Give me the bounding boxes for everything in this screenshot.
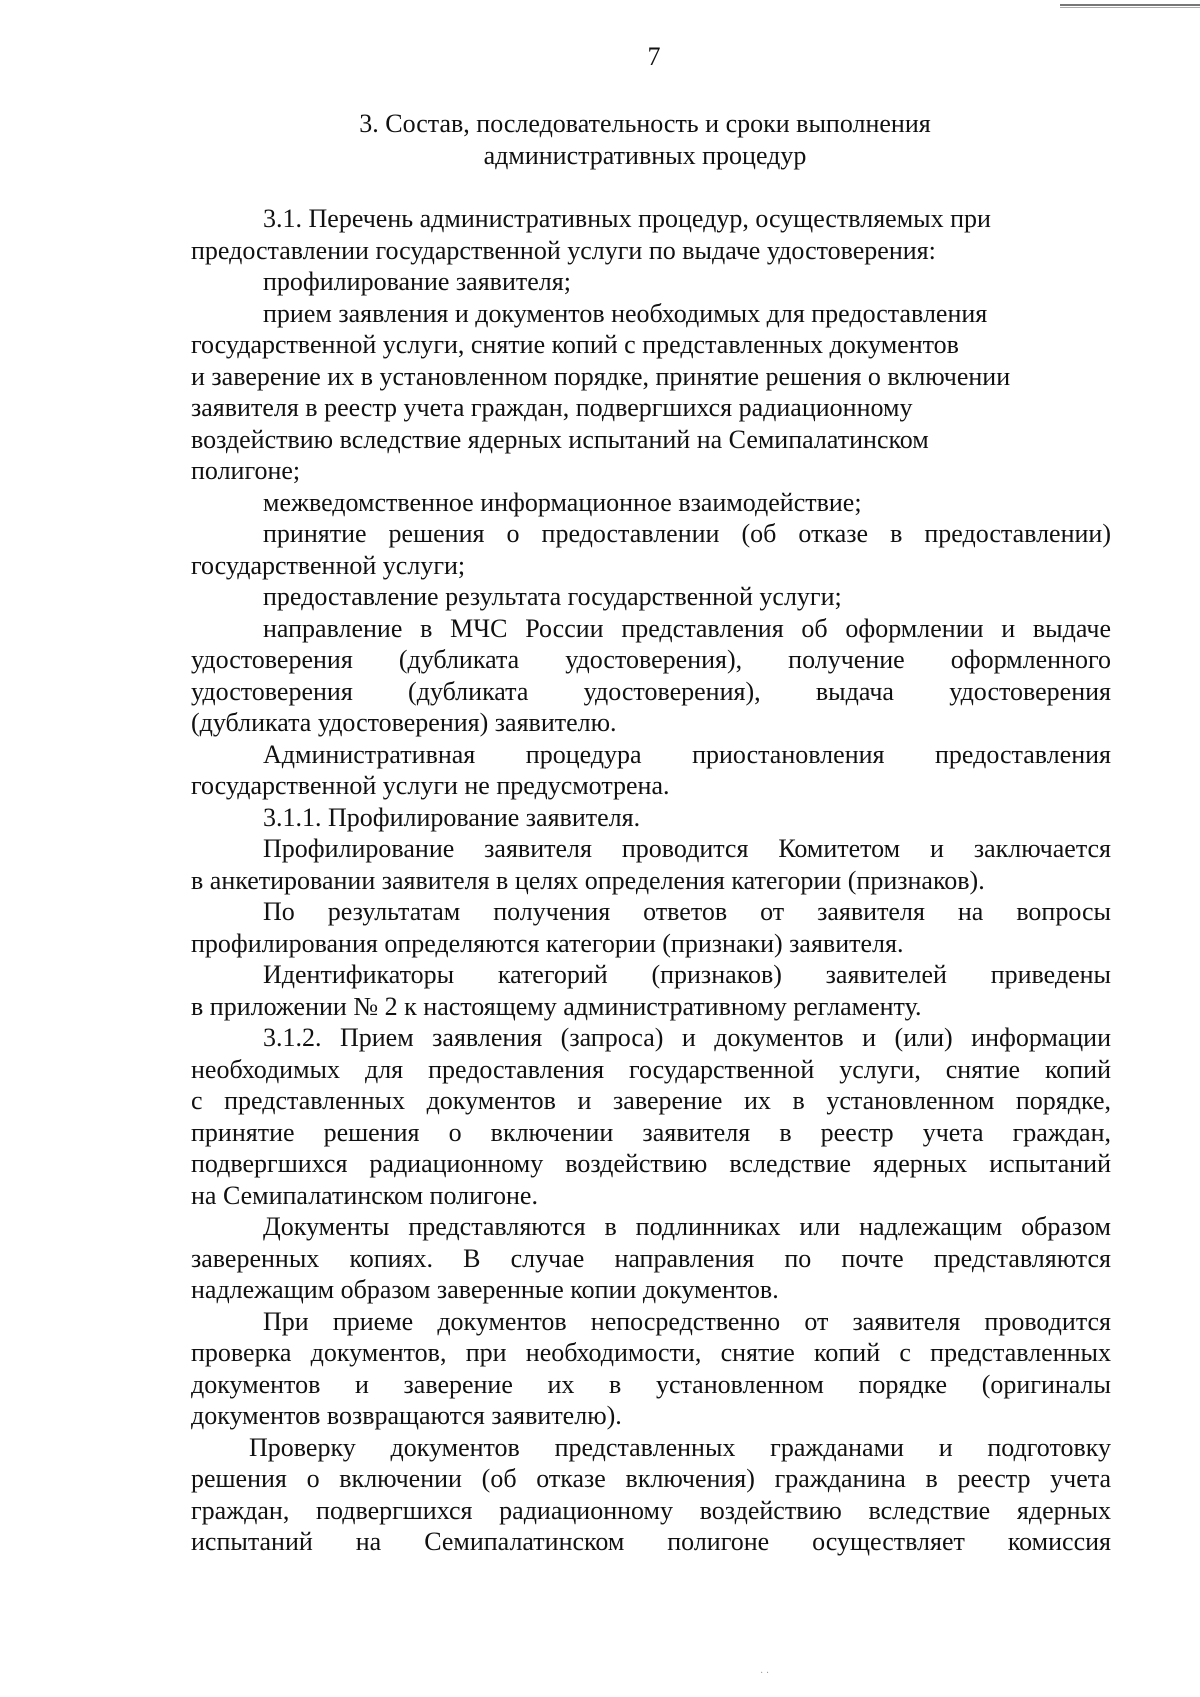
text-line: и заверение их в установленном порядке, принятие решения о включении [191,361,1011,391]
text-line: Документы представляются в подлинниках или надлежащим образом [263,1212,1111,1241]
text-line: испытаний на Семипалатинском полигоне осуществляет комиссия [191,1527,1111,1556]
text-line: профилирование заявителя; [263,267,571,296]
text-line: документов и заверение их в установленном порядке (оригиналы [191,1369,1111,1399]
document-body [191,203,1111,1558]
text-line: По результатам получения ответов от заявителя на вопросы [263,897,1111,926]
text-line: государственной услуги не предусмотрена. [191,771,670,800]
text-line: профилирования определяются категории (признаки) заявителя. [191,928,904,958]
text-line: удостоверения (дубликата удостоверения), выдача удостоверения [191,676,1111,706]
text-line: заверенных копиях. В случае направления по почте представляются [191,1243,1111,1273]
text-line: полигоне; [191,456,301,485]
text-line: предоставлении государственной услуги по выдаче удостоверения: [191,235,936,265]
text-line: надлежащим образом заверенные копии документов. [191,1275,779,1304]
text-line: граждан, подвергшихся радиационному воздействию вследствие ядерных [191,1495,1111,1525]
text-line: 3.1.2. Прием заявления (запроса) и документов и (или) информации [263,1023,1111,1052]
text-line: направление в МЧС России представления об оформлении и выдаче [263,613,1111,643]
text-line: 3.1.1. Профилирование заявителя. [263,802,641,832]
text-line: прием заявления и документов необходимых для предоставления [263,298,988,328]
section-heading-line-2: административных процедур [483,141,807,170]
text-line: необходимых для предоставления государственной услуги, снятие копий [191,1054,1111,1084]
text-line: Проверку документов представленных гражданами и подготовку [249,1432,1111,1462]
text-line: государственной услуги; [191,550,466,580]
text-line: 3.1. Перечень административных процедур, осуществляемых при [263,204,991,233]
text-line: в анкетировании заявителя в целях определения категории (признаков). [191,865,985,895]
text-line: принятие решения о предоставлении (об отказе в предоставлении) [263,519,1111,548]
text-line: При приеме документов непосредственно от заявителя проводится [263,1306,1111,1336]
text-line: в приложении № 2 к настоящему административному регламенту. [191,991,922,1021]
text-line: подвергшихся радиационному воздействию вследствие ядерных испытаний [191,1149,1111,1178]
text-line: решения о включении (об отказе включения) гражданина в реестр учета [191,1464,1111,1493]
text-line: документов возвращаются заявителю). [191,1401,622,1430]
text-line: на Семипалатинском полигоне. [191,1180,538,1210]
text-line: заявителя в реестр учета граждан, подвергшихся радиационному [191,393,913,422]
page-number: 7 [647,42,661,71]
scan-artifact: · · [760,1668,770,1679]
text-line: Идентификаторы категорий (признаков) заявителей приведены [263,960,1111,989]
text-line: воздействию вследствие ядерных испытаний на Семипалатинском [191,424,929,454]
text-line: Административная процедура приостановления предоставления [263,739,1111,769]
text-line: проверка документов, при необходимости, снятие копий с представленных [191,1338,1111,1367]
scan-edge-mark [1060,4,1200,8]
text-line: Профилирование заявителя проводится Комитетом и заключается [263,834,1111,863]
text-line: удостоверения (дубликата удостоверения), получение оформленного [191,645,1111,674]
text-line: межведомственное информационное взаимодействие; [263,487,862,517]
text-line: с представленных документов и заверение их в установленном порядке, [191,1086,1111,1115]
section-heading-line-1: 3. Состав, последовательность и сроки выполнения [359,109,931,138]
text-line: (дубликата удостоверения) заявителю. [191,708,617,737]
text-line: государственной услуги, снятие копий с представленных документов [191,330,959,359]
section-heading [190,108,1100,172]
text-line: предоставление результата государственной услуги; [263,582,842,611]
text-line: принятие решения о включении заявителя в реестр учета граждан, [191,1117,1111,1147]
